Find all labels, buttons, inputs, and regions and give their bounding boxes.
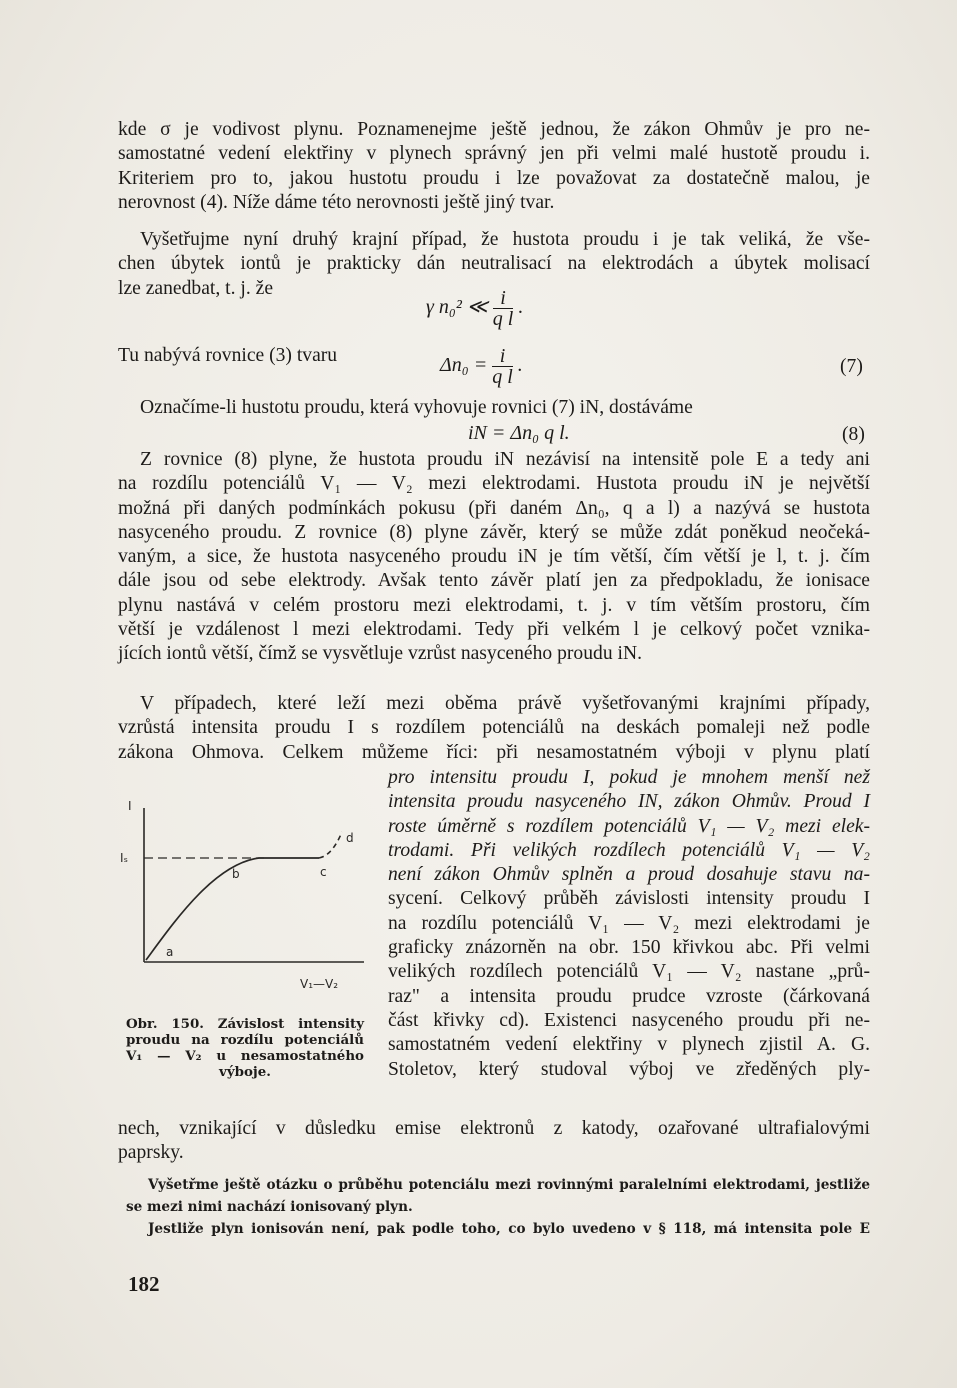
paragraph-5	[118, 692, 870, 765]
inequality	[426, 288, 523, 329]
paragraph-1	[118, 118, 870, 215]
text-line: chen úbytek iontů je prakticky dán neutralisací na elektrodách a úbytek molisací	[118, 253, 870, 275]
text-line: Vyšetřujme nyní druhý krajní případ, že hustota proudu i je tak veliká, že vše-	[140, 229, 870, 250]
text-line: intensita proudu nasyceného IN, zákon Ohmův. Proud I	[388, 791, 870, 813]
text-line: vzrůstá intensita proudu I s rozdílem potenciálů na deskách pomaleji než podle	[118, 717, 870, 739]
text-line: raz" a intensita proudu prudce vzroste (čárkovaná	[388, 985, 870, 1007]
text-line: V případech, které leží mezi oběma právě vyšetřovanými krajními případy,	[140, 693, 870, 714]
text-line: Stoletov, který studoval výboj ve zředěných ply-	[388, 1058, 870, 1080]
equation-lhs: Δn₀ =	[440, 354, 488, 377]
fraction-denominator: q l	[492, 366, 513, 388]
page-number: 182	[128, 1272, 160, 1296]
caption-line: V₁ — V₂ u nesamostatného	[126, 1048, 364, 1064]
inequality-end: .	[518, 296, 524, 319]
fraction-numerator: i	[493, 288, 514, 309]
text-line: Kriteriem pro to, jakou hustotu proudu i lze považovat za dostatečně malou, je	[118, 167, 870, 189]
paragraph-4	[118, 448, 870, 667]
text-line: roste úměrně s rozdílem potenciálů V₁ — V₂ mezi elek-	[388, 815, 870, 837]
inequality-relation: ≪	[466, 296, 488, 319]
text-line: Vyšetřme ještě otázku o průběhu potenciálu mezi rovinnými paralelními elektrodami, jestliže	[148, 1177, 870, 1193]
text-line: na rozdílu potenciálů V₁ — V₂ mezi elektrodami. Hustota proudu iN je největší	[118, 473, 870, 495]
caption-line: proudu na rozdílu potenciálů	[126, 1032, 364, 1048]
eq7-intro	[118, 344, 418, 368]
point-b-label: b	[232, 867, 240, 881]
inequality-lhs: γ n₀²	[426, 296, 462, 319]
caption-line: Obr. 150. Závislost intensity	[126, 1016, 364, 1032]
text-line: nerovnost (4). Níže dáme této nerovnosti ještě jiný tvar.	[118, 191, 555, 213]
caption-line: výboje.	[219, 1064, 271, 1080]
text-line: Tu nabývá rovnice (3) tvaru	[118, 345, 338, 366]
equation-number-8: (8)	[842, 424, 865, 445]
text-line: nasyceného proudu. Z rovnice (8) plyne závěr, který se může zdát poněkud neočeká-	[118, 521, 870, 543]
text-line: velikých rozdílech potenciálů V₁ — V₂ nastane „prů-	[388, 961, 870, 983]
text-line: trodami. Při velikých rozdílech potenciálů V₁ — V₂	[388, 839, 870, 861]
text-line: větší je vzdálenost l mezi elektrodami. Tedy při velkém l je celkový počet vznika-	[118, 619, 870, 641]
text-line: lze zanedbat, t. j. že	[118, 277, 274, 299]
text-line: samostatné vedení elektřiny v plynech správný jen při velmi malé hustotě proudu i.	[118, 143, 870, 165]
text-line: zákona Ohmova. Celkem můžeme říci: při nesamostatném výboji v plynu platí	[118, 741, 870, 763]
text-line: nech, vznikající v důsledku emise elektronů z katody, ozařované ultrafialovými	[118, 1118, 870, 1139]
point-c-label: c	[320, 865, 327, 879]
text-line: graficky znázorněn na obr. 150 křivkou abc. Při velmi	[388, 937, 870, 959]
text-line: paprsky.	[118, 1142, 184, 1164]
small-print	[126, 1174, 870, 1240]
text-line: není zákon Ohmův splněn a proud dosahuje stavu na-	[388, 864, 870, 886]
paragraph-3	[118, 396, 870, 420]
text-line: se mezi nimi nachází ionisovaný plyn.	[126, 1199, 413, 1215]
text-line: vaným, a sice, že hustota nasyceného proudu iN je tím větší, čím větší je l, t. j. čím	[118, 546, 870, 568]
fraction-denominator: q l	[492, 308, 514, 330]
inequality-fraction	[493, 288, 514, 329]
x-axis-label: V₁—V₂	[300, 977, 339, 991]
saturation-label: Iₛ	[120, 851, 129, 865]
paragraph-6	[118, 1117, 870, 1166]
text-line: možná při daných podmínkách pokusu (při daném Δn₀, q a l) a nazývá se hustota	[118, 497, 870, 519]
point-d-label: d	[346, 831, 354, 845]
text-line: dále jsou od sebe elektrody. Avšak tento závěr platí jen za předpokladu, že ionisace	[118, 570, 870, 592]
text-line: Z rovnice (8) plyne, že hustota proudu iN nezávisí na intensitě pole E a tedy ani	[140, 449, 870, 470]
equation-end: .	[517, 354, 523, 377]
fraction-numerator: i	[492, 346, 513, 367]
text-line: Jestliže plyn ionisován není, pak podle toho, co bylo uvedeno v § 118, má intensita pole E	[148, 1221, 870, 1237]
equation-8: iN = Δn₀ q l.	[468, 422, 570, 444]
text-line: na rozdílu potenciálů V₁ — V₂ mezi elektrodami je	[388, 912, 870, 934]
text-line: samostatném vedení elektřiny v plynech zjistil A. G.	[388, 1034, 870, 1056]
equation-number-7: (7)	[840, 356, 863, 377]
figure-150	[114, 794, 376, 1000]
text-line: kde σ je vodivost plynu. Poznamenejme ještě jednou, že zákon Ohmův je pro ne-	[118, 119, 870, 140]
equation-fraction	[492, 346, 513, 387]
figure-caption	[126, 1016, 364, 1080]
text-line: část křivky cd). Existenci nasyceného proudu při ne-	[388, 1009, 870, 1031]
text-line: pro intensitu proudu I, pokud je mnohem menší než	[388, 767, 870, 788]
text-line: Označíme-li hustotu proudu, která vyhovuje rovnici (7) iN, dostáváme	[140, 397, 693, 418]
text-line: plynu nastává v celém prostoru mezi elektrodami, t. j. v tím větším prostoru, čím	[118, 594, 870, 616]
text-line: sycení. Celkový průběh závislosti intensity proudu I	[388, 888, 870, 910]
point-a-label: a	[166, 945, 174, 959]
curve-cd-dashed	[319, 832, 342, 858]
wrapped-text	[388, 766, 870, 1082]
y-axis-label: I	[128, 799, 132, 813]
equation-7	[440, 346, 523, 387]
text-line: jících iontů větší, čímž se vysvětluje vzrůst nasyceného proudu iN.	[118, 643, 643, 665]
